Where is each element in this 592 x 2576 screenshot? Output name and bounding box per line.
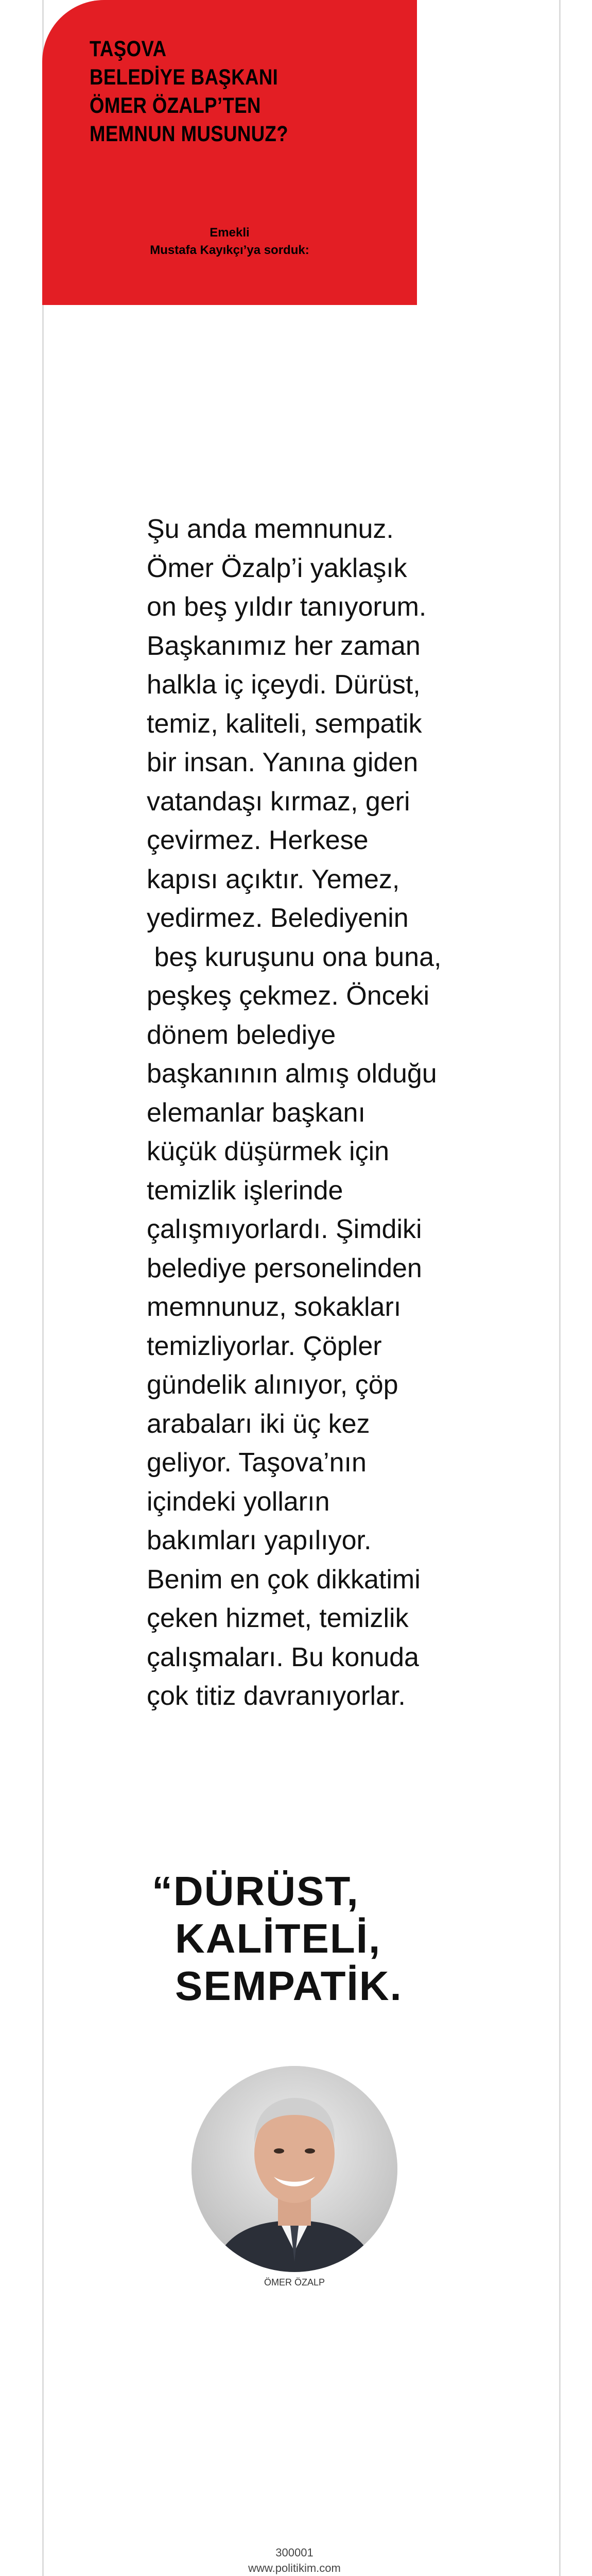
interviewee-source	[42, 224, 417, 259]
article-line: çok titiz davranıyorlar.	[147, 1681, 406, 1711]
article-line: elemanlar başkanı	[147, 1097, 365, 1128]
page-code: 300001	[275, 2546, 314, 2559]
article-line: belediye personelinden	[147, 1253, 422, 1283]
page-footer	[191, 2545, 397, 2576]
article-line: çalışmaları. Bu konuda	[147, 1642, 419, 1672]
article-line: peşkeş çekmez. Önceki	[147, 981, 430, 1011]
article-line: Benim en çok dikkatimi	[147, 1564, 421, 1595]
pull-quote-line-3: SEMPATİK.	[175, 1963, 403, 2009]
article-line: dönem belediye	[147, 1020, 336, 1050]
pull-quote	[152, 1868, 512, 2010]
pull-quote-text: DÜRÜST,	[173, 1868, 359, 1914]
article-line: temizlik işlerinde	[147, 1175, 343, 1206]
article-line: bakımları yapılıyor.	[147, 1526, 372, 1555]
left-page-border	[42, 0, 44, 2576]
article-line: temiz, kaliteli, sempatik	[147, 708, 422, 739]
article-line: on beş yıldır tanıyorum.	[147, 592, 427, 622]
article-line: Ömer Özalp’i yaklaşık	[147, 553, 407, 583]
pull-quote-line-1	[152, 1868, 512, 1915]
article-line: vatandaşı kırmaz, geri	[147, 786, 410, 817]
headline-title	[90, 35, 335, 148]
right-page-border	[559, 0, 561, 2576]
article-line: çalışmıyorlardı. Şimdiki	[147, 1214, 422, 1244]
article-line: yedirmez. Belediyenin	[147, 903, 409, 933]
article-line: beş kuruşunu ona buna,	[147, 942, 442, 972]
article-line: halkla iç içeydi. Dürüst,	[147, 670, 421, 700]
article-line: geliyor. Taşova’nın	[147, 1448, 367, 1478]
article-line: arabaları iki üç kez	[147, 1409, 370, 1439]
website-url: www.politikim.com	[248, 2562, 341, 2574]
article-line: gündelik alınıyor, çöp	[147, 1370, 398, 1400]
headline-line: TAŞOVA	[90, 37, 167, 61]
article-line: temizliyorlar. Çöpler	[147, 1331, 382, 1361]
article-line: bir insan. Yanına giden	[147, 748, 419, 777]
article-line: Şu anda memnunuz.	[147, 514, 394, 544]
interviewee-occupation: Emekli	[210, 226, 250, 240]
article-line: Başkanımız her zaman	[147, 631, 421, 661]
interviewee-name: Mustafa Kayıkçı’ya sorduk:	[150, 243, 309, 257]
quote-mark-icon: “	[152, 1868, 173, 1914]
article-line: başkanının almış olduğu	[147, 1059, 437, 1089]
headline-line: MEMNUN MUSUNUZ?	[90, 122, 289, 146]
article-line: küçük düşürmek için	[147, 1137, 390, 1166]
portrait-photo-icon	[191, 2066, 397, 2272]
article-body	[147, 510, 476, 1716]
article-line: çevirmez. Herkese	[147, 825, 369, 855]
headline-line: BELEDİYE BAŞKANI	[90, 65, 278, 90]
article-line: memnunuz, sokakları	[147, 1292, 402, 1322]
headline-line: ÖMER ÖZALP’TEN	[90, 93, 261, 118]
article-line: içindeki yolların	[147, 1486, 330, 1517]
photo-caption: ÖMER ÖZALP	[264, 2277, 325, 2287]
article-line: çeken hizmet, temizlik	[147, 1603, 409, 1633]
article-line: kapısı açıktır. Yemez,	[147, 864, 400, 894]
pull-quote-line-2: KALİTELİ,	[175, 1916, 381, 1961]
